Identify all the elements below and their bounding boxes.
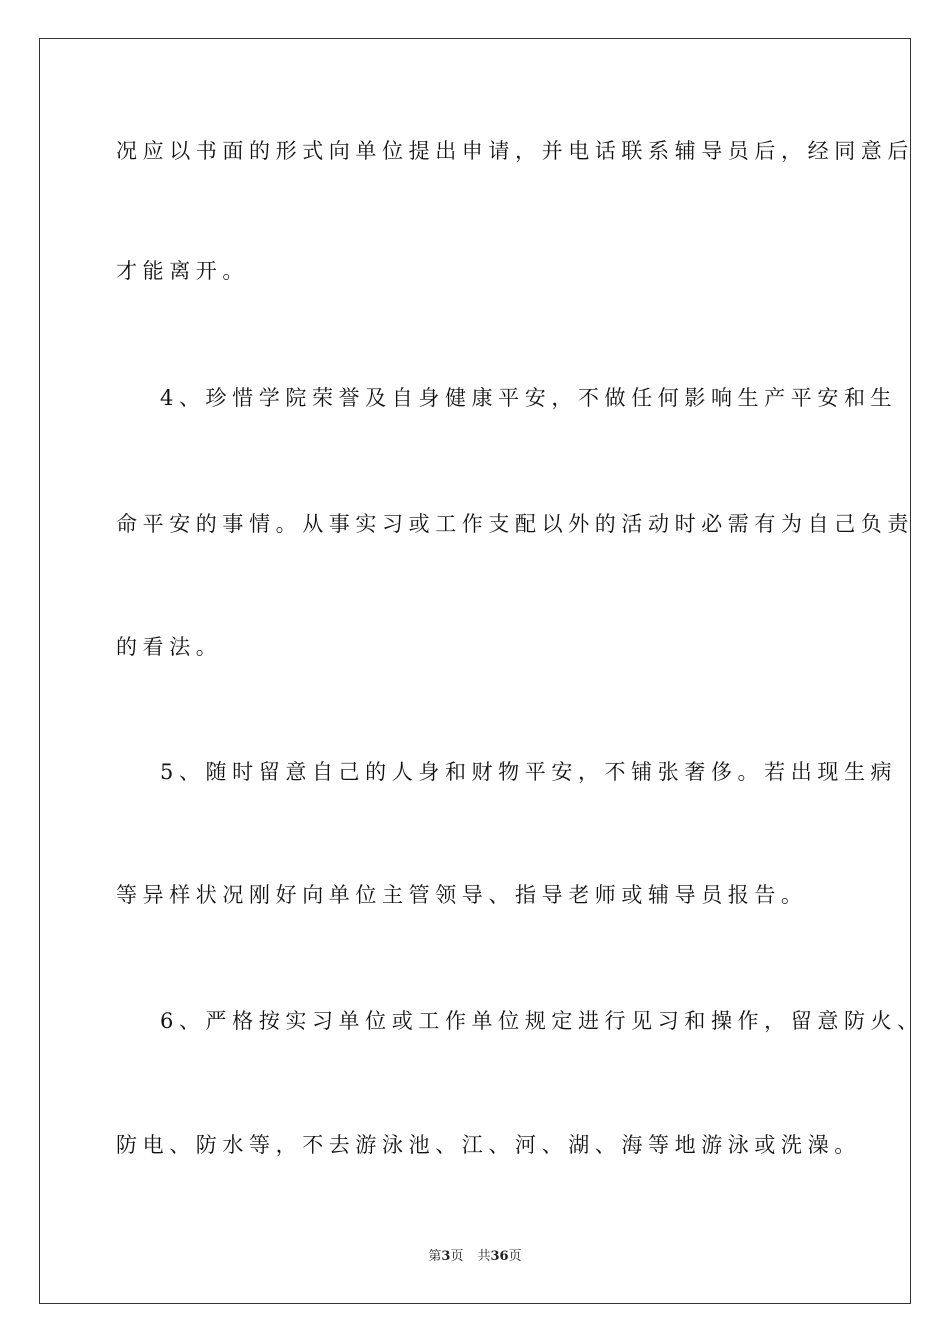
body-text-line: 命平安的事情。从事实习或工作支配以外的活动时必需有为自己负责 [116, 512, 914, 536]
body-text-line: 6、严格按实习单位或工作单位规定进行见习和操作，留意防火、 [160, 1009, 924, 1033]
body-text-line: 的看法。 [116, 635, 223, 659]
body-text-line: 等异样状况刚好向单位主管领导、指导老师或辅导员报告。 [116, 883, 808, 907]
body-text-line: 防电、防水等，不去游泳池、江、河、湖、海等地游泳或洗澡。 [116, 1133, 861, 1157]
total-pages: 36 [490, 1249, 509, 1264]
page-footer [0, 1248, 950, 1266]
page-prefix: 第 [428, 1249, 442, 1264]
page-number: 3 [441, 1249, 451, 1264]
body-text-line: 5、随时留意自己的人身和财物平安，不铺张奢侈。若出现生病 [160, 760, 898, 784]
total-prefix: 共 [477, 1249, 491, 1264]
body-text-line: 况应以书面的形式向单位提出申请，并电话联系辅导员后，经同意后 [116, 139, 914, 163]
page-border [39, 38, 911, 1304]
body-text-line: 4、珍惜学院荣誉及自身健康平安，不做任何影响生产平安和生 [160, 386, 898, 410]
page-suffix: 页 [450, 1249, 464, 1264]
total-suffix: 页 [508, 1249, 522, 1264]
body-text-line: 才能离开。 [116, 259, 249, 283]
